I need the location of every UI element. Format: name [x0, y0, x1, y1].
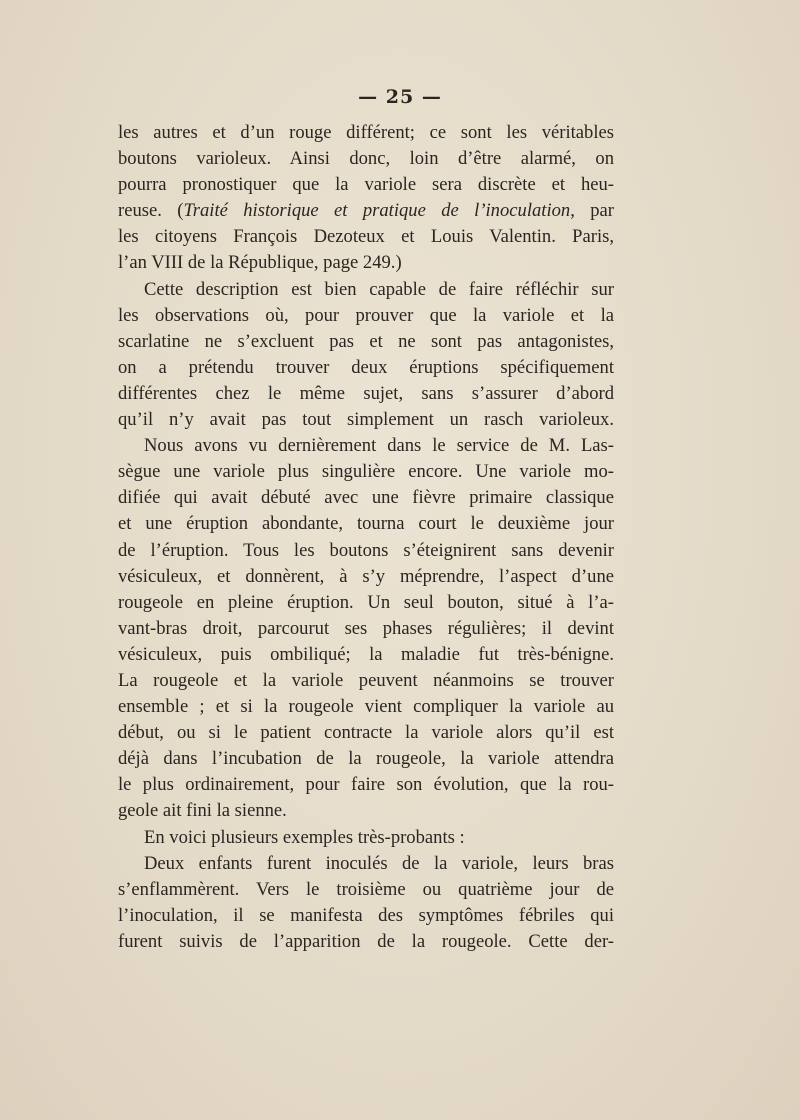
text-line: les citoyens François Dezoteux et Louis Valentin. Paris,	[118, 226, 614, 248]
text-line: différentes chez le même sujet, sans s’assurer d’abord	[118, 382, 614, 404]
text-line: vésiculeux, puis ombiliqué; la maladie fut très-bénigne.	[118, 643, 614, 665]
text-line: déjà dans l’incubation de la rougeole, la variole attendra	[118, 748, 614, 770]
text-line: En voici plusieurs exemples très-probants :	[144, 826, 465, 848]
text-line: scarlatine ne s’excluent pas et ne sont pas antagonistes,	[118, 330, 614, 352]
text-line: les autres et d’un rouge différent; ce sont les véritables	[118, 122, 614, 143]
text-line: La rougeole et la variole peuvent néanmoins se trouver	[118, 669, 614, 691]
text-line: geole ait fini la sienne.	[118, 800, 287, 822]
text-line: les observations où, pour prouver que la variole et la	[118, 304, 614, 326]
page-number: — 25 —	[358, 86, 442, 108]
text-line: qu’il n’y avait pas tout simplement un rasch varioleux.	[118, 409, 614, 431]
text-line: l’inoculation, il se manifesta des symptômes fébriles qui	[118, 904, 614, 926]
text-line: rougeole en pleine éruption. Un seul bouton, situé à l’a-	[118, 591, 614, 613]
text-line: Nous avons vu dernièrement dans le service de M. Las-	[144, 435, 614, 457]
text-line: le plus ordinairement, pour faire son évolution, que la rou-	[118, 774, 614, 796]
text-line: ensemble ; et si la rougeole vient compliquer la variole au	[118, 696, 614, 718]
text-line: Cette description est bien capable de faire réfléchir sur	[144, 278, 614, 300]
text-line: l’an VIII de la République, page 249.)	[118, 252, 402, 274]
body-text	[118, 120, 614, 955]
text-line: difiée qui avait débuté avec une fièvre primaire classique	[118, 487, 614, 509]
text-line: on a prétendu trouver deux éruptions spécifiquement	[118, 356, 614, 378]
text-line: de l’éruption. Tous les boutons s’éteignirent sans devenir	[118, 539, 614, 561]
text-line: s’enflammèrent. Vers le troisième ou quatrième jour de	[118, 878, 614, 900]
text-line: et une éruption abondante, tourna court le deuxième jour	[118, 513, 614, 535]
text-line: début, ou si le patient contracte la variole alors qu’il est	[118, 722, 614, 744]
text-line: furent suivis de l’apparition de la rougeole. Cette der-	[118, 930, 614, 952]
citation-title: Traité historique et pratique de l’inoculation	[183, 200, 571, 222]
text-line: sègue une variole plus singulière encore. Une variole mo-	[118, 461, 614, 483]
text-line: pourra pronostiquer que la variole sera discrète et heu-	[118, 174, 614, 196]
text-line: reuse. (Traité historique et pratique de l’inoculation, par	[118, 200, 614, 222]
text-line: vant-bras droit, parcourut ses phases régulières; il devint	[118, 617, 614, 639]
text-line: Deux enfants furent inoculés de la variole, leurs bras	[144, 852, 614, 874]
text-line: boutons varioleux. Ainsi donc, loin d’être alarmé, on	[118, 148, 614, 170]
text-line: vésiculeux, et donnèrent, à s’y méprendre, l’aspect d’une	[118, 565, 614, 587]
